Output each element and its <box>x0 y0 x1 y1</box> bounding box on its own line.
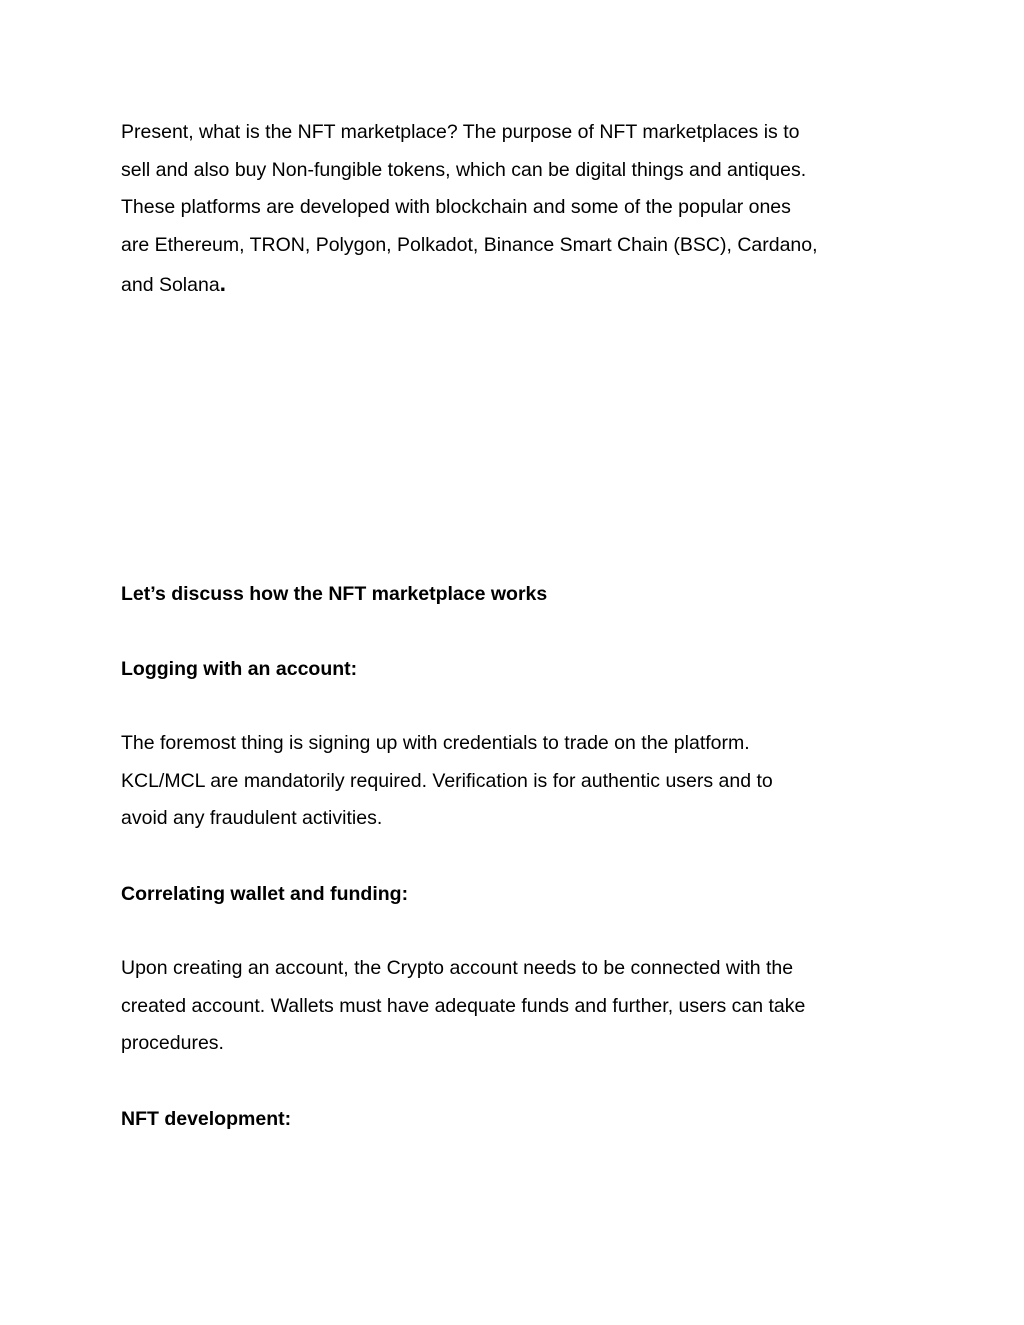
intro-line: sell and also buy Non-fungible tokens, which can be digital things and antiques. <box>121 158 807 181</box>
logging-line: The foremost thing is signing up with credentials to trade on the platform. <box>121 732 750 754</box>
intro-line-last <box>121 265 911 305</box>
wallet-paragraph <box>121 950 911 1063</box>
section-heading-wallet: Correlating wallet and funding: <box>121 883 409 905</box>
intro-line: These platforms are developed with blockchain and some of the popular ones <box>121 196 791 219</box>
logging-line: avoid any fraudulent activities. <box>121 807 383 830</box>
section-heading-nft-development: NFT development: <box>121 1108 292 1130</box>
intro-line: Present, what is the NFT marketplace? The purpose of NFT marketplaces is to <box>121 121 800 143</box>
intro-line-text: and Solana <box>121 273 220 296</box>
logging-line: KCL/MCL are mandatorily required. Verification is for authentic users and to <box>121 769 773 792</box>
wallet-line: procedures. <box>121 1032 224 1055</box>
wallet-line: created account. Wallets must have adequate funds and further, users can take <box>121 994 806 1017</box>
logging-paragraph <box>121 725 911 838</box>
intro-end-period: . <box>219 269 227 296</box>
section-heading-how-it-works: Let’s discuss how the NFT marketplace works <box>121 583 548 605</box>
section-heading-logging: Logging with an account: <box>121 658 358 680</box>
intro-line: are Ethereum, TRON, Polygon, Polkadot, Binance Smart Chain (BSC), Cardano, <box>121 234 818 257</box>
wallet-line: Upon creating an account, the Crypto account needs to be connected with the <box>121 957 794 979</box>
intro-paragraph <box>121 114 911 305</box>
